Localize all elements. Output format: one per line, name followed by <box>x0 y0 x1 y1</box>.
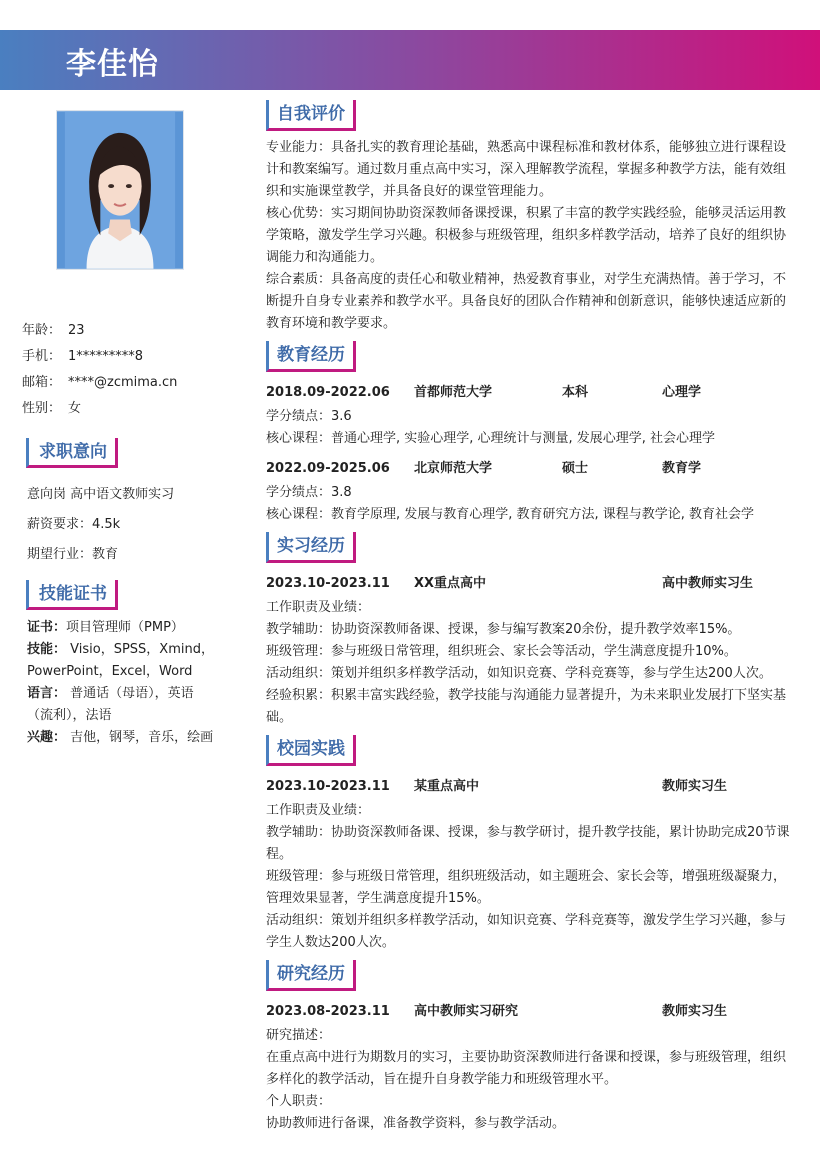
basic-info <box>22 318 177 422</box>
internship-entry-head: 2023.10-2023.11 XX重点高中 高中教师实习生 <box>266 576 754 591</box>
research-line: 个人职责： <box>266 1094 332 1109</box>
campus-line: 活动组织：策划并组织多样教学活动，如知识竞赛、学科竞赛等，激发学生学习兴趣，参与学生人数达200人次。 <box>266 913 787 950</box>
profile-photo <box>56 110 184 270</box>
internship-line: 活动组织：策划并组织多样教学活动，如知识竞赛、学科竞赛等，参与学生达200人次。 <box>266 666 772 681</box>
research-line: 在重点高中进行为期数月的实习，主要协助资深教师进行备课和授课，参与班级管理，组织多样化的教学活动，旨在提升自身教学能力和班级管理水平。 <box>266 1050 787 1087</box>
internship-title: 实习经历 <box>266 532 356 563</box>
internship-line: 经验积累：积累丰富实践经验，教学技能与沟通能力显著提升，为未来职业发展打下坚实基础。 <box>266 688 787 725</box>
campus-title: 校园实践 <box>266 735 356 766</box>
info-phone: 手机： 1*********8 <box>22 349 144 364</box>
research-line: 协助教师进行备课，准备教学资料，参与教学活动。 <box>266 1116 566 1131</box>
skill-tools: 技能： Visio，SPSS，Xmind，PowerPoint，Excel，Word <box>27 642 214 679</box>
internship-line: 教学辅助：协助资深教师备课、授课，参与编写教案20余份，提升教学效率15%。 <box>266 622 741 637</box>
campus-line: 班级管理：参与班级日常管理，组织班级活动，如主题班会、家长会等，增强班级凝聚力，管理效果显著，学生满意度提升15%。 <box>266 869 787 906</box>
intent-salary: 薪资要求：4.5k <box>27 517 121 532</box>
info-age: 年龄： 23 <box>22 323 85 338</box>
intent-details <box>27 480 217 570</box>
campus-line: 工作职责及业绩： <box>266 803 371 818</box>
intent-industry: 期望行业：教育 <box>27 547 119 562</box>
self-eval-title: 自我评价 <box>266 100 356 131</box>
self-eval-para: 综合素质：具备高度的责任心和敬业精神，热爱教育事业，对学生充满热情。善于学习，不断提升自身专业素养和教学水平。具备良好的团队合作精神和创新意识，能够快速适应新的教育环境和教学要求。 <box>266 272 787 331</box>
info-email: 邮箱： ****@zcmima.cn <box>22 375 178 390</box>
skills-title: 技能证书 <box>26 580 118 610</box>
right-column <box>266 100 796 1135</box>
candidate-name: 李佳怡 <box>66 47 159 82</box>
research-line: 研究描述： <box>266 1028 332 1043</box>
research-title: 研究经历 <box>266 960 356 991</box>
campus-line: 教学辅助：协助资深教师备课、授课，参与教学研讨，提升教学技能，累计协助完成20节课程。 <box>266 825 790 862</box>
header-banner <box>0 30 820 90</box>
education-entry-head: 2018.09-2022.06 首都师范大学 本科 心理学 <box>266 385 702 400</box>
research-entry-head: 2023.08-2023.11 高中教师实习研究 教师实习生 <box>266 1004 728 1019</box>
info-gender: 性别： 女 <box>22 401 82 416</box>
campus-entry-head: 2023.10-2023.11 某重点高中 教师实习生 <box>266 779 728 794</box>
education-courses: 核心课程：教育学原理, 发展与教育心理学, 教育研究方法, 课程与教学论, 教育社会学 <box>266 507 755 522</box>
skill-hobbies: 兴趣： 吉他，钢琴，音乐，绘画 <box>27 730 214 745</box>
intent-title: 求职意向 <box>26 438 118 468</box>
self-eval-para: 专业能力：具备扎实的教育理论基础，熟悉高中课程标准和教材体系，能够独立进行课程设计和教案编写。通过数月重点高中实习，深入理解教学流程，掌握多种教学方法，能有效组织和实施课堂教学，并具备良好的课堂管理能力。 <box>266 140 787 199</box>
education-courses: 核心课程：普通心理学, 实验心理学, 心理统计与测量, 发展心理学, 社会心理学 <box>266 431 716 446</box>
internship-line: 班级管理：参与班级日常管理，组织班会、家长会等活动，学生满意度提升10%。 <box>266 644 737 659</box>
skill-languages: 语言： 普通话（母语），英语（流利），法语 <box>27 686 194 723</box>
internship-line: 工作职责及业绩： <box>266 600 371 615</box>
self-eval-para: 核心优势：实习期间协助资深教师备课授课，积累了丰富的教学实践经验，能够灵活运用教学策略，激发学生学习兴趣。积极参与班级管理，组织多样教学活动，培养了良好的组织协调能力和沟通能力。 <box>266 206 787 265</box>
skill-cert: 证书：项目管理师（PMP） <box>27 620 184 635</box>
education-title: 教育经历 <box>266 341 356 372</box>
education-gpa: 学分绩点：3.8 <box>266 485 352 500</box>
skills-details <box>27 617 217 749</box>
intent-position: 意向岗 高中语文教师实习 <box>27 487 175 502</box>
education-entry-head: 2022.09-2025.06 北京师范大学 硕士 教育学 <box>266 461 702 476</box>
avatar-icon <box>57 111 183 269</box>
education-gpa: 学分绩点：3.6 <box>266 409 352 424</box>
